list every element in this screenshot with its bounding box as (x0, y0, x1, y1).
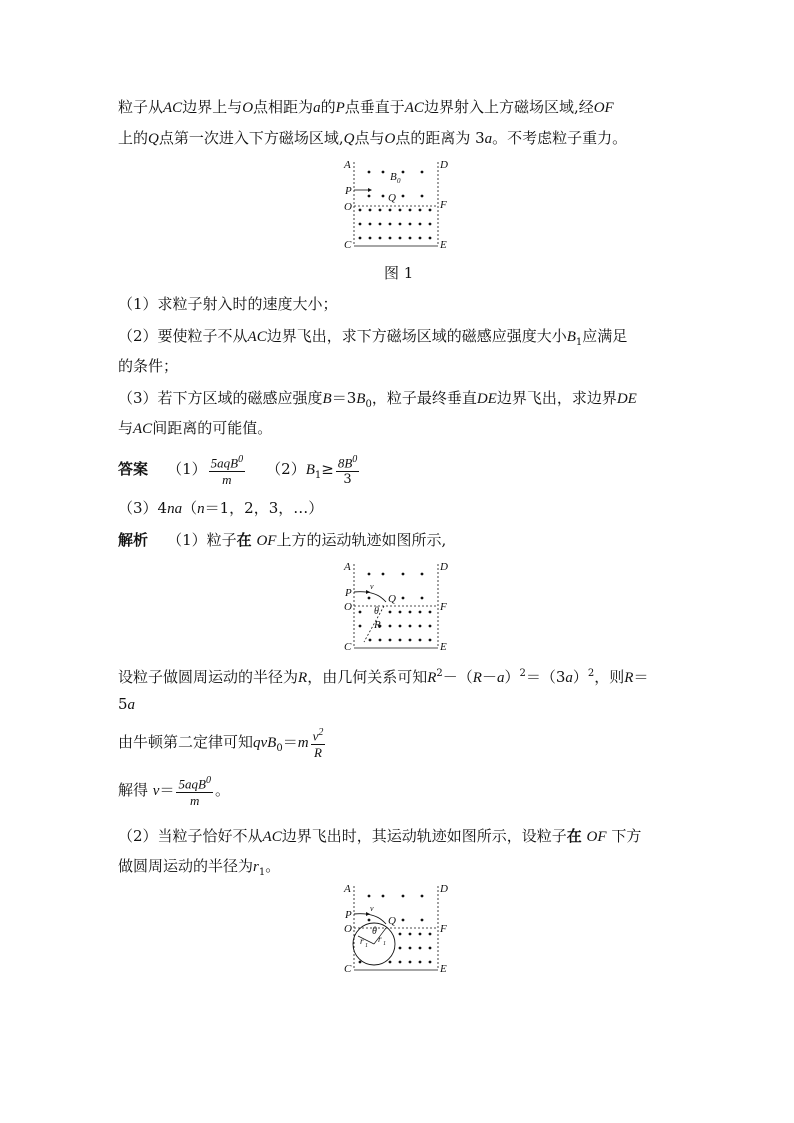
figure-1 (336, 156, 466, 256)
question-3-line-1: （3）若下方区域的磁感应强度$B=3B_0$，粒子最终垂直DE边界飞出，求边界DE (118, 389, 637, 410)
svg-text:A: A (344, 561, 351, 573)
svg-text:O: O (344, 601, 352, 613)
label-F: F (440, 199, 447, 211)
figure-1-diagram (336, 156, 466, 252)
question-2-line-2: 的条件； (118, 357, 179, 375)
svg-text:F: F (440, 601, 447, 613)
intro-line-1: 粒子从AC边界上与O点相距为a的P点垂直于AC边界射入上方磁场区域,经OF (118, 98, 614, 116)
svg-text:E: E (440, 963, 447, 975)
svg-text:1: 1 (365, 943, 368, 949)
answer-line-2: （3）4na（n＝1，2，3，…） (118, 499, 324, 517)
svg-text:C: C (344, 963, 352, 975)
analysis-line-2: 设粒子做圆周运动的半径为R，由几何关系可知$R^2-(R-a)^2=(3a)^2$，则R＝ (118, 668, 649, 686)
figure-1-caption: 图 1 (384, 264, 414, 282)
analysis-line-4: 由牛顿第二定律可知qvB$_0$＝m $\frac{v^2}{R}$ (118, 726, 324, 761)
svg-text:Q: Q (388, 593, 396, 605)
analysis-line-3: 5a (118, 695, 136, 713)
answer-line-1: 答案 （1） $\frac{5aqB^0}{m}$ $(2)B_1\ge$ $\frac{8B^0}{3}$ (118, 454, 358, 488)
svg-text:F: F (440, 923, 447, 935)
svg-text:D: D (440, 561, 448, 573)
svg-text:v: v (370, 582, 374, 591)
svg-text:θ: θ (374, 606, 379, 617)
label-B0-sub: 0 (397, 177, 401, 185)
svg-text:D: D (440, 883, 448, 895)
label-D: D (440, 159, 448, 171)
intro-line-2: 上的Q点第一次进入下方磁场区域,Q点与O点的距离为 3a。不考虑粒子重力。 (118, 129, 628, 147)
svg-text:O: O (344, 923, 352, 935)
figure-3 (336, 880, 466, 980)
question-2-line-1: （2）要使粒子不从AC边界飞出，求下方磁场区域的磁感应强度大小$B_1$应满足 (118, 327, 628, 348)
label-Q: Q (388, 192, 396, 204)
svg-text:r: r (378, 934, 382, 944)
label-P: P (345, 185, 352, 197)
label-O: O (344, 201, 352, 213)
analysis-label: 解析 (118, 531, 149, 549)
svg-text:C: C (344, 641, 352, 653)
analysis-line-1: 解析 （1）粒子在 OF上方的运动轨迹如图所示, (118, 531, 447, 549)
svg-text:Q: Q (388, 915, 396, 927)
svg-text:v: v (370, 904, 374, 913)
figure-2-diagram (336, 558, 466, 654)
analysis-line-6: （2）当粒子恰好不从AC边界飞出时，其运动轨迹如图所示，设粒子在 OF 下方 (118, 827, 642, 845)
label-C: C (344, 239, 352, 251)
svg-text:θ: θ (372, 926, 377, 937)
analysis-line-7: 做圆周运动的半径为$r_1$。 (118, 857, 281, 878)
label-E: E (440, 239, 447, 251)
svg-text:P: P (345, 587, 352, 599)
svg-text:E: E (440, 641, 447, 653)
answer-label: 答案 (118, 460, 149, 479)
label-B0: B (390, 171, 397, 183)
question-3-line-2: 与AC间距离的可能值。 (118, 419, 273, 437)
figure-3-diagram (336, 880, 466, 976)
analysis-line-5: 解得 v＝ $\frac{5aqB^0}{m}$ 。 (118, 774, 230, 809)
figure-2 (336, 558, 466, 658)
svg-text:r: r (360, 936, 364, 946)
question-1: （1）求粒子射入时的速度大小； (118, 295, 338, 313)
label-A: A (344, 159, 351, 171)
svg-text:A: A (344, 883, 351, 895)
svg-text:1: 1 (383, 941, 386, 947)
svg-text:P: P (345, 909, 352, 921)
svg-text:R: R (374, 619, 381, 631)
